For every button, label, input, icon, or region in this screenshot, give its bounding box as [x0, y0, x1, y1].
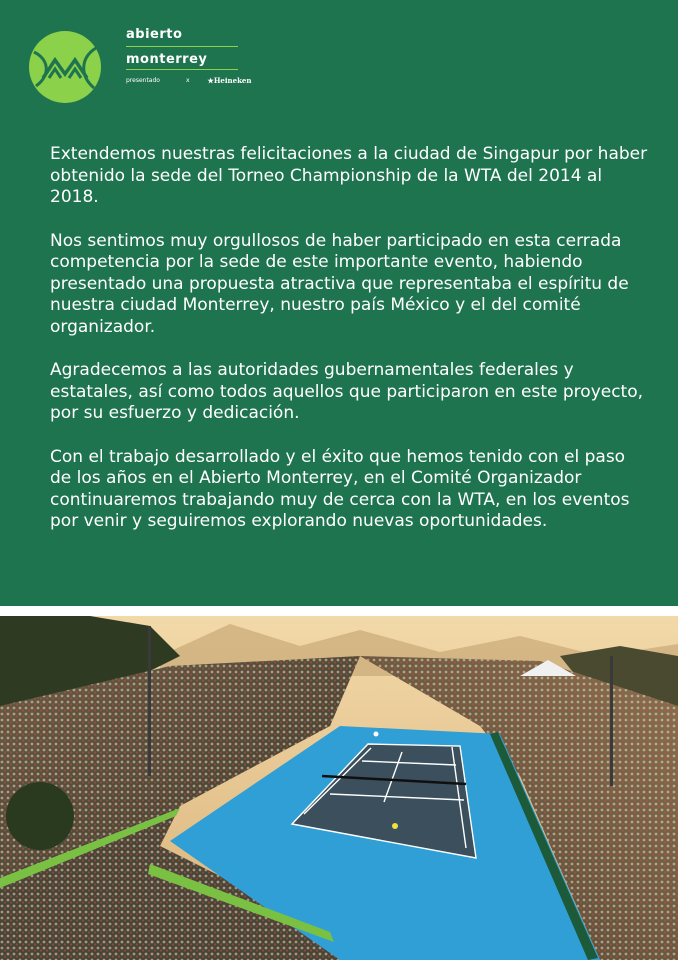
presented-label: presentado — [126, 77, 160, 84]
brand-wordmark — [126, 26, 252, 85]
sponsor-line — [126, 76, 252, 85]
sponsor-star-icon: ★ — [207, 76, 214, 85]
paragraph-2: Nos sentimos muy orgullosos de haber participado en esta cerrada competencia por la sede de este importante evento, habiendo presentado una propuesta atractiva que representaba el espíritu de nuestra ciudad Monterrey, nuestro país México y el del comité organizador. — [50, 230, 629, 337]
pole — [610, 656, 613, 786]
divider — [0, 606, 678, 616]
brand-line2: monterrey — [126, 47, 238, 70]
sponsor-logo — [208, 76, 252, 85]
paragraph-4: Con el trabajo desarrollado y el éxito que hemos tenido con el paso de los años en el Abierto Monterrey, en el Comité Organizador continuaremos trabajando muy de cerca con la WTA, en los eventos por venir y seguiremos explorando nuevas oportunidades. — [50, 446, 630, 531]
by-label: x — [185, 77, 190, 84]
announcement-text — [50, 144, 650, 555]
stadium-photo — [0, 616, 678, 960]
player — [374, 732, 379, 737]
paragraph-1: Extendemos nuestras felicitaciones a la ciudad de Singapur por haber obtenido la sede del Torneo Championship de la WTA del 2014 al 2018. — [50, 144, 648, 207]
tennis-ball-logo-icon — [28, 30, 102, 104]
sponsor-name: Heineken — [213, 76, 252, 85]
paragraph-3: Agradecemos a las autoridades gubernamentales federales y estatales, así como todos aquellos que participaron en este proyecto, por su esfuerzo y dedicación. — [50, 360, 644, 423]
brand-line1: abierto — [126, 26, 238, 47]
pole — [148, 626, 151, 776]
palm-tree — [6, 782, 74, 850]
player — [392, 823, 398, 829]
